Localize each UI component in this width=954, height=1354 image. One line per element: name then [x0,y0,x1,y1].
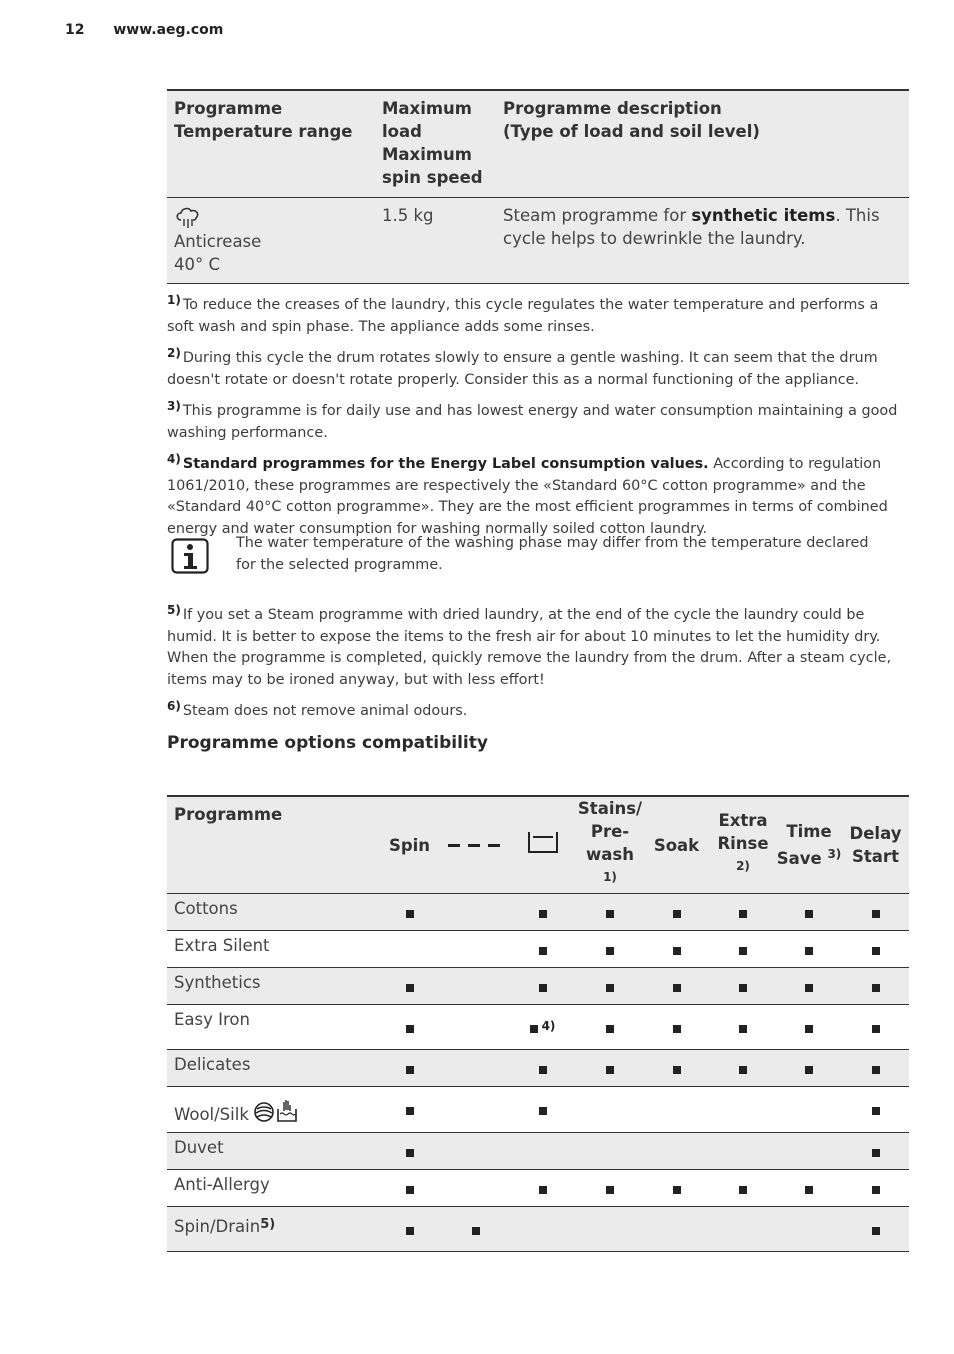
compat-cell [776,1087,842,1133]
compatible-mark [673,947,681,955]
compat-cell [508,1133,577,1170]
compat-cell [375,931,444,968]
programme-table [167,89,909,284]
footnotes [167,290,909,545]
compatible-mark [872,1149,880,1157]
header-description: Programme description (Type of load and soil level) [496,90,909,198]
compat-cell: 4) [508,1005,577,1050]
table-row [167,968,909,1005]
row-programme-name: Easy Iron [167,1005,375,1050]
col-soak: Soak [643,796,710,894]
compatibility-table [167,795,909,1252]
compat-cell [710,1005,776,1050]
table-row [167,931,909,968]
col-extra-rinse: Extra Rinse $^{2)}$ [710,796,776,894]
compatible-mark [539,1066,547,1074]
compat-cell [842,894,909,931]
table-row [167,198,909,284]
compat-cell [375,1050,444,1087]
compat-cell [776,1050,842,1087]
compat-cell [444,1005,508,1050]
rinse-hold-dashes-icon [448,836,504,855]
compat-cell [577,1133,643,1170]
compat-cell [776,1207,842,1252]
compat-cell [444,1133,508,1170]
compatible-mark [406,1186,414,1194]
compatible-mark [872,1186,880,1194]
compat-cell [776,1133,842,1170]
col-programme: Programme [167,796,375,894]
compatible-mark [872,1025,880,1033]
compatible-mark [406,1227,414,1235]
programme-name: Anticrease [174,232,262,251]
compat-cell [508,968,577,1005]
compat-cell [444,1170,508,1207]
table-row [167,1170,909,1207]
compat-cell [375,1207,444,1252]
compat-cell [643,1087,710,1133]
compatible-mark [673,984,681,992]
compatible-mark [739,1066,747,1074]
compatible-mark [406,1025,414,1033]
compatible-mark [872,947,880,955]
row-programme-name: Spin/Drain$^{5)}$ [167,1207,375,1252]
header-load: Maximum load Maximum spin speed [375,90,496,198]
compat-cell [643,1005,710,1050]
compat-cell [842,1133,909,1170]
table-row [167,1050,909,1087]
compat-cell [842,1207,909,1252]
compat-cell [508,931,577,968]
compat-cell [577,894,643,931]
programme-load: 1.5 kg [375,198,496,284]
compatible-mark [539,947,547,955]
site-url[interactable]: www.aeg.com [113,22,224,38]
footnote: $^{2)}$ During this cycle the drum rotates slowly to ensure a gentle washing. It can seem that the drum doesn't rotate or doesn't rotate properly. Consider this as a normal functioning of the appliance. [167,346,878,388]
compat-cell [842,968,909,1005]
row-programme-name: Extra Silent [167,931,375,968]
compat-cell [508,1050,577,1087]
compat-cell [776,1170,842,1207]
compatible-mark [606,947,614,955]
compatible-mark [472,1227,480,1235]
compatible-mark [805,947,813,955]
compat-cell [444,1087,508,1133]
compatible-mark [606,1025,614,1033]
compat-cell [776,894,842,931]
page-number: 12 [65,22,85,38]
table-row [167,1087,909,1133]
compat-cell [710,1207,776,1252]
compatibility-header [167,796,909,894]
table-row [167,1005,909,1050]
compat-cell [444,1207,508,1252]
row-programme-name: Duvet [167,1133,375,1170]
compat-cell [710,1087,776,1133]
compat-cell [710,1050,776,1087]
col-delay-start: Delay Start [842,796,909,894]
compatible-mark [539,1186,547,1194]
col-spin: Spin [375,796,444,894]
compat-cell [375,1133,444,1170]
compat-cell [842,931,909,968]
table-row [167,1133,909,1170]
col-rinse-hold [444,796,508,894]
table-row [167,1207,909,1252]
compatible-mark [805,910,813,918]
tub-icon [527,840,559,859]
compat-cell [710,1133,776,1170]
compat-cell [643,894,710,931]
compat-cell [444,894,508,931]
compatible-mark [739,1025,747,1033]
compat-cell [643,1170,710,1207]
compat-cell [776,1005,842,1050]
row-programme-name: Delicates [167,1050,375,1087]
compat-cell [375,968,444,1005]
row-programme-name: Synthetics [167,968,375,1005]
compat-cell [508,1207,577,1252]
compat-cell [577,1005,643,1050]
compat-cell [710,1170,776,1207]
footnote: $^{4)}$ Standard programmes for the Energy Label consumption values. According to regulation 1061/2010, these programmes are respectively the «Standard 60°C cotton programme» and the «Standard 40°C cotton programme». They are the most efficient programmes in terms of combined energy and water consumption for washing normally soiled cotton laundry. [167,452,888,537]
compatible-mark [805,1186,813,1194]
compatible-mark [872,1227,880,1235]
compatible-mark [739,1186,747,1194]
footnote: $^{5)}$ If you set a Steam programme with dried laundry, at the end of the cycle the laundry could be humid. It is better to expose the items to the fresh air for about 10 minutes to let the humidity dry. When the programme is completed, quickly remove the laundry from the drum. After a steam cycle, items may to be ironed anyway, but with less effort! [167,603,892,688]
compat-cell [577,1207,643,1252]
programme-temperature: 40° C [174,255,221,274]
compat-cell [776,968,842,1005]
compat-cell [577,968,643,1005]
compat-cell [444,1050,508,1087]
compatible-mark [805,984,813,992]
section-title: Programme options compatibility [167,733,488,753]
compatible-mark [673,1066,681,1074]
compatible-mark [539,984,547,992]
compat-cell [710,931,776,968]
compatible-mark [539,910,547,918]
compatible-mark [739,984,747,992]
compat-cell [643,1050,710,1087]
compat-cell [842,1170,909,1207]
compatible-mark [673,910,681,918]
info-icon [171,538,207,574]
page-header [65,22,223,38]
compatible-mark [406,984,414,992]
programme-description: Steam programme for synthetic items. This cycle helps to dewrinkle the laundry. [496,198,909,284]
compat-cell [776,931,842,968]
compat-cell [643,968,710,1005]
compat-cell [842,1005,909,1050]
compat-cell [508,894,577,931]
footnote: $^{1)}$ To reduce the creases of the laundry, this cycle regulates the water temperature and performs a soft wash and spin phase. The appliance adds some rinses. [167,293,879,335]
compat-cell [375,1170,444,1207]
row-programme-name: Anti-Allergy [167,1170,375,1207]
compatible-mark [872,910,880,918]
compatible-mark [673,1186,681,1194]
compatible-mark [406,1149,414,1157]
compat-cell [643,1133,710,1170]
compatible-mark [872,1107,880,1115]
compat-cell [577,931,643,968]
wool-icon [253,1105,275,1124]
compat-cell [375,1005,444,1050]
compat-cell [508,1087,577,1133]
compatible-mark [606,984,614,992]
row-programme-name: Cottons [167,894,375,931]
compat-cell [577,1087,643,1133]
compat-cell [842,1050,909,1087]
compat-cell [508,1170,577,1207]
compat-cell [710,968,776,1005]
compatible-mark [805,1025,813,1033]
col-stains: Stains/ Pre- wash $^{1)}$ [577,796,643,894]
compatible-mark [606,910,614,918]
compatible-mark [406,1107,414,1115]
compatible-mark [406,1066,414,1074]
compatible-mark [606,1066,614,1074]
info-text: The water temperature of the washing phase may differ from the temperature declared for the selected programme. [236,535,869,573]
compatible-mark [872,1066,880,1074]
compat-cell [375,1087,444,1133]
footnote: $^{3)}$ This programme is for daily use and has lowest energy and water consumption maintaining a good washing performance. [167,399,898,441]
footnote: $^{6)}$ Steam does not remove animal odours. [167,699,468,719]
compatible-mark [739,947,747,955]
col-tub [508,796,577,894]
compat-cell [577,1170,643,1207]
compat-cell [842,1087,909,1133]
compatible-mark [805,1066,813,1074]
col-time-save: Time Save $^{3)}$ [776,796,842,894]
compat-cell [577,1050,643,1087]
table-row [167,894,909,931]
compatible-mark [406,910,414,918]
header-programme: Programme Temperature range [167,90,375,198]
programme-table-header [167,90,909,198]
compatible-mark [673,1025,681,1033]
compatible-mark [739,910,747,918]
footnotes-2 [167,600,909,728]
hand-wash-icon [276,1105,298,1124]
compatible-mark [530,1025,538,1033]
steam-cloud-icon [174,204,368,230]
compatible-mark [539,1107,547,1115]
compat-cell [643,931,710,968]
compat-cell [444,931,508,968]
compat-cell [643,1207,710,1252]
compat-cell [444,968,508,1005]
compatible-mark [872,984,880,992]
info-box [167,533,909,585]
compat-cell [710,894,776,931]
compatible-mark [606,1186,614,1194]
row-programme-name: Wool/Silk [167,1087,375,1133]
compat-cell [375,894,444,931]
